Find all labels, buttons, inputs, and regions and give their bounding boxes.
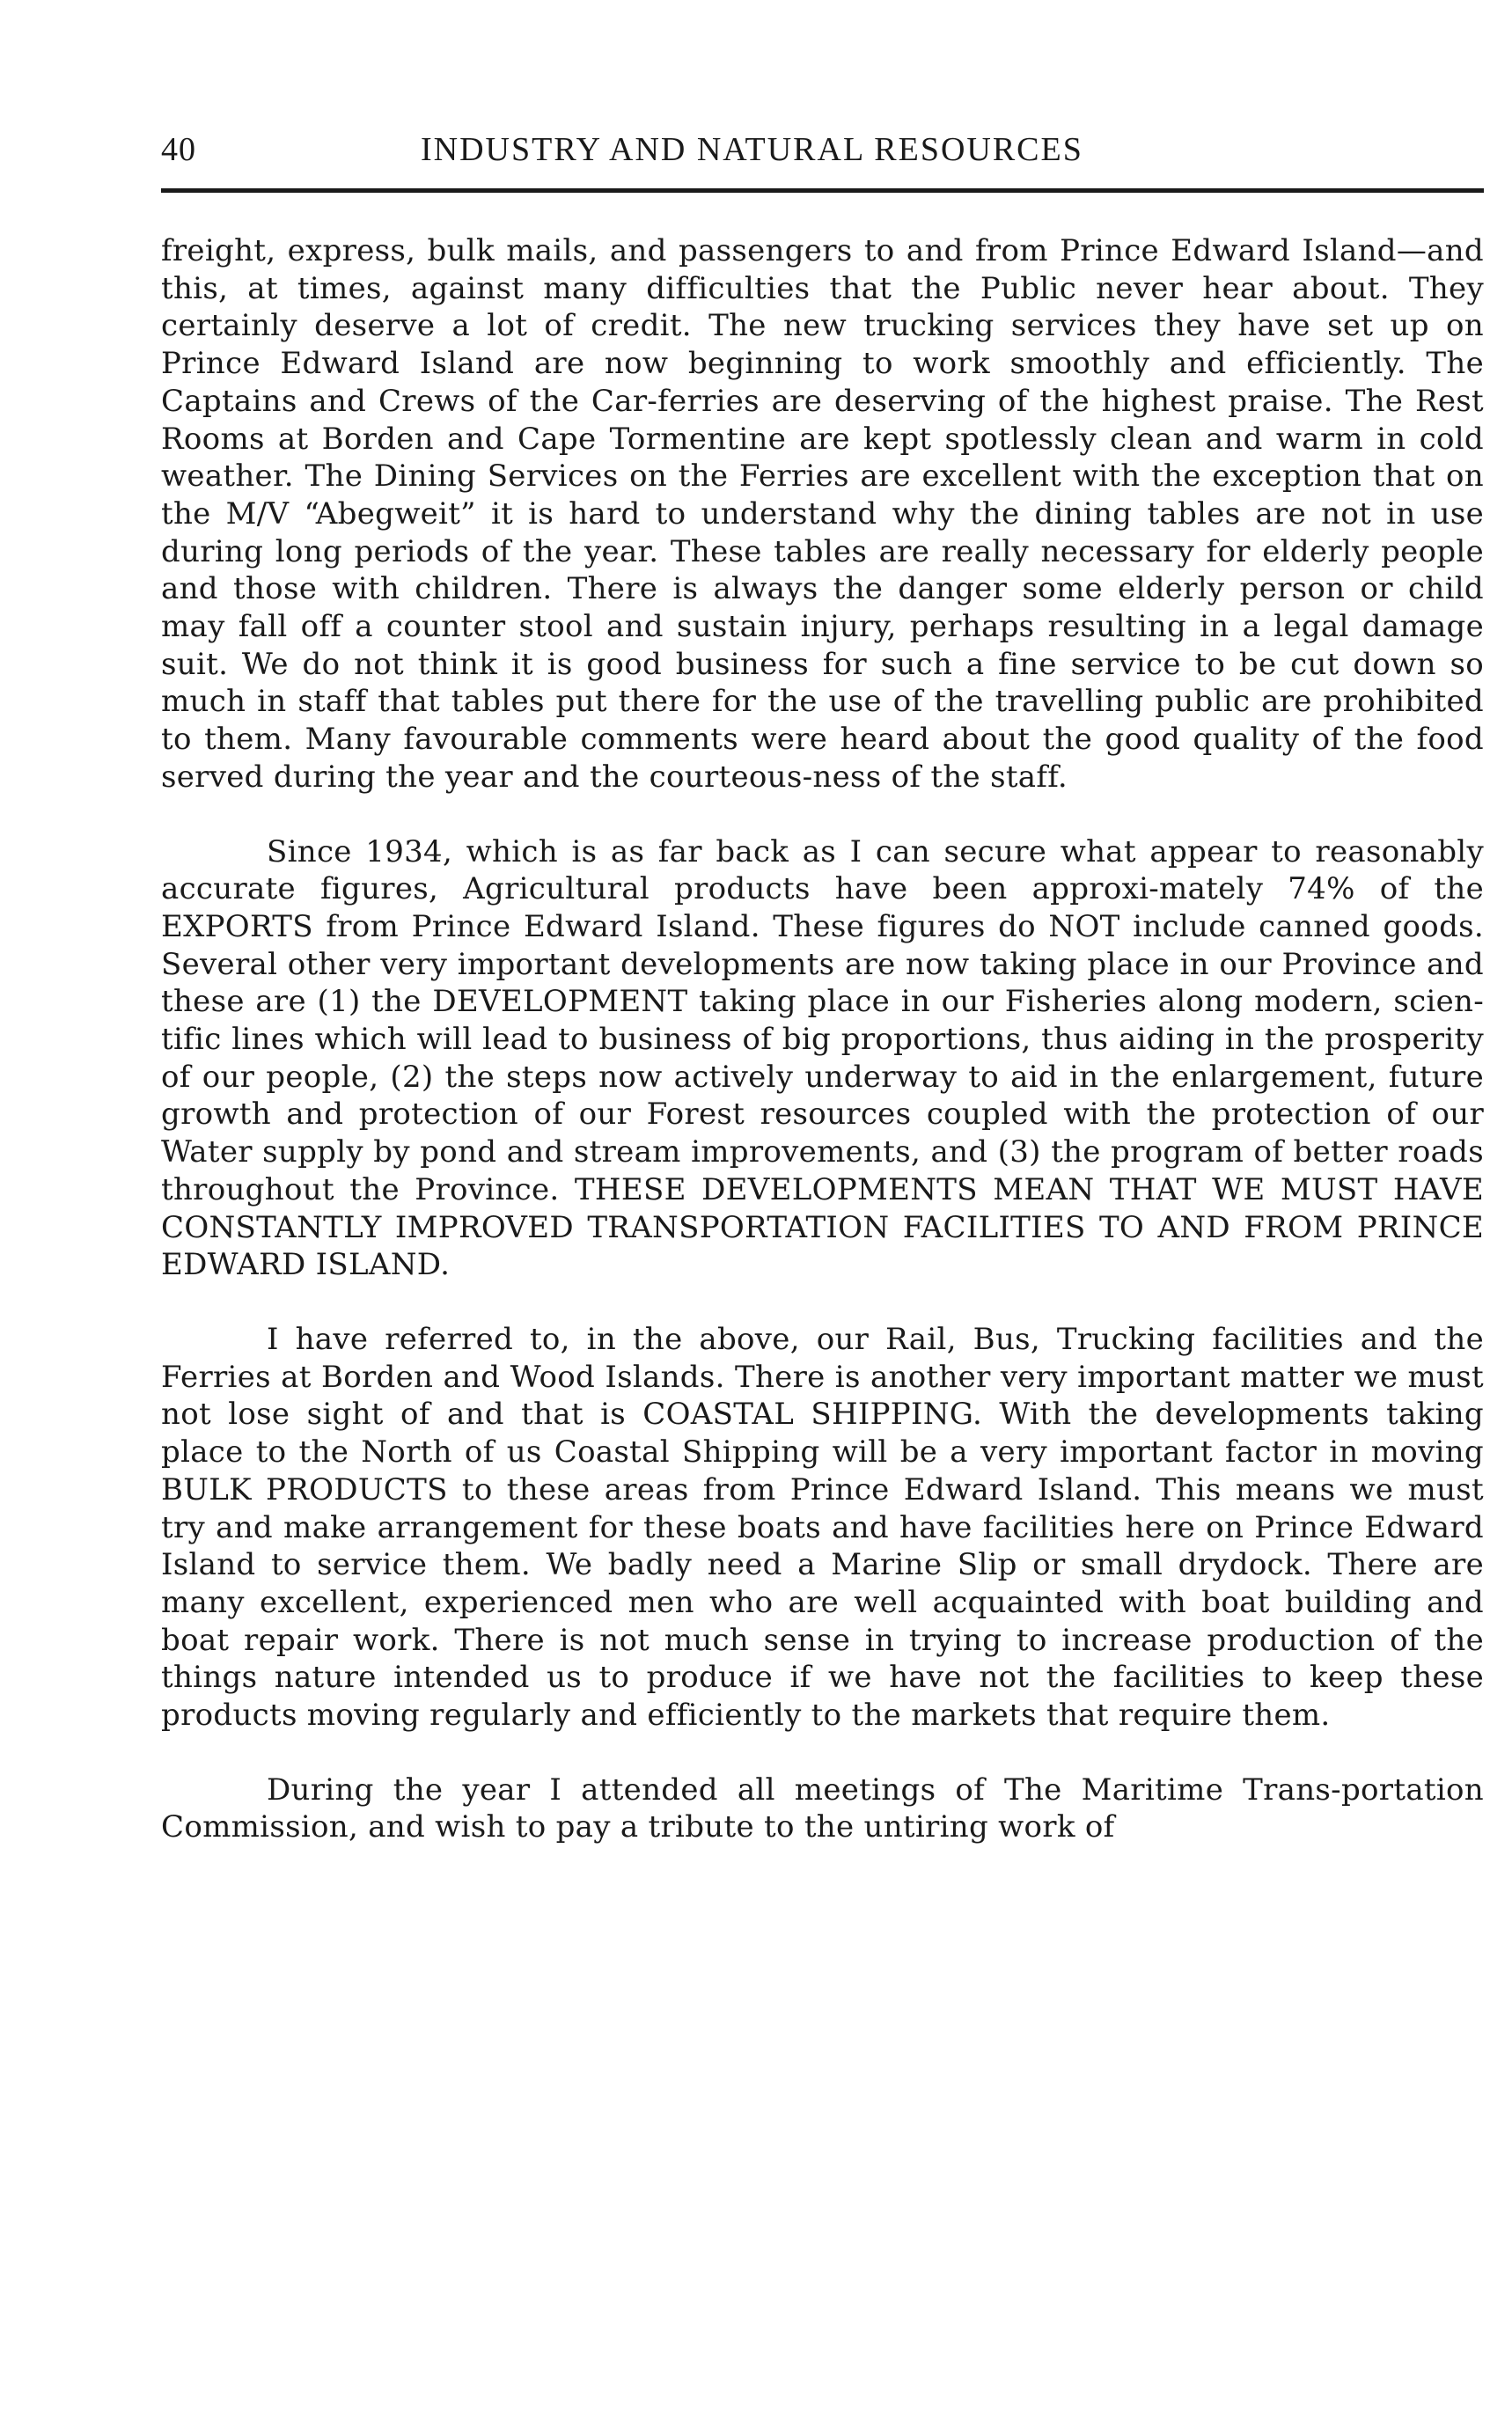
paragraph: During the year I attended all meetings of The Maritime Trans-portation Commission, and wish to pay a tribute to the untiring work of — [161, 1771, 1484, 1845]
page-header — [161, 125, 1481, 178]
paragraph: freight, express, bulk mails, and passengers to and from Prince Edward Island—and this, at times, against many difficulties that the Public never hear about. They certainly deserve a lot of credit. The new trucking services they have set up on Prince Edward Island are now beginning to work smoothly and efficiently. The Captains and Crews of the Car-ferries are deserving of the highest praise. The Rest Rooms at Borden and Cape Tormentine are kept spotlessly clean and warm in cold weather. The Dining Services on the Ferries are excellent with the exception that on the M/V “Abegweit” it is hard to understand why the dining tables are not in use during long periods of the year. These tables are really necessary for elderly people and those with children. There is always the danger some elderly person or child may fall off a counter stool and sustain injury, perhaps resulting in a legal damage suit. We do not think it is good business for such a fine service to be cut down so much in staff that tables put there for the use of the travelling public are prohibited to them. Many favourable comments were heard about the good quality of the food served during the year and the courteous-ness of the staff. — [161, 233, 1484, 795]
header-rule — [161, 188, 1484, 193]
running-title: INDUSTRY AND NATURAL RESOURCES — [421, 131, 1083, 168]
paragraph: I have referred to, in the above, our Rail, Bus, Trucking facilities and the Ferries at Borden and Wood Islands. There is another very important matter we must not lose sight of and that is COASTAL SHIPPING. With the developments taking place to the North of us Coastal Shipping will be a very important factor in moving BULK PRODUCTS to these areas from Prince Edward Island. This means we must try and make arrangement for these boats and have facilities here on Prince Edward Island to service them. We badly need a Marine Slip or small drydock. There are many excellent, experienced men who are well acquainted with boat building and boat repair work. There is not much sense in trying to increase production of the things nature intended us to produce if we have not the facilities to keep these products moving regularly and efficiently to the markets that require them. — [161, 1321, 1484, 1734]
page-number: 40 — [161, 131, 196, 168]
body-text — [161, 232, 1484, 1846]
paragraph: Since 1934, which is as far back as I can secure what appear to reasonably accurate figures, Agricultural products have been approxi-mately 74% of the EXPORTS from Prince Edward Island. These figures do NOT include canned goods. Several other very important developments are now taking place in our Province and these are (1) the DEVELOPMENT taking place in our Fisheries along modern, scien-tific lines which will lead to business of big proportions, thus aiding in the prosperity of our people, (2) the steps now actively underway to aid in the enlargement, future growth and protection of our Forest resources coupled with the protection of our Water supply by pond and stream improvements, and (3) the program of better roads throughout the Province. THESE DEVELOPMENTS MEAN THAT WE MUST HAVE CONSTANTLY IMPROVED TRANSPORTATION FACILITIES TO AND FROM PRINCE EDWARD ISLAND. — [161, 833, 1484, 1283]
